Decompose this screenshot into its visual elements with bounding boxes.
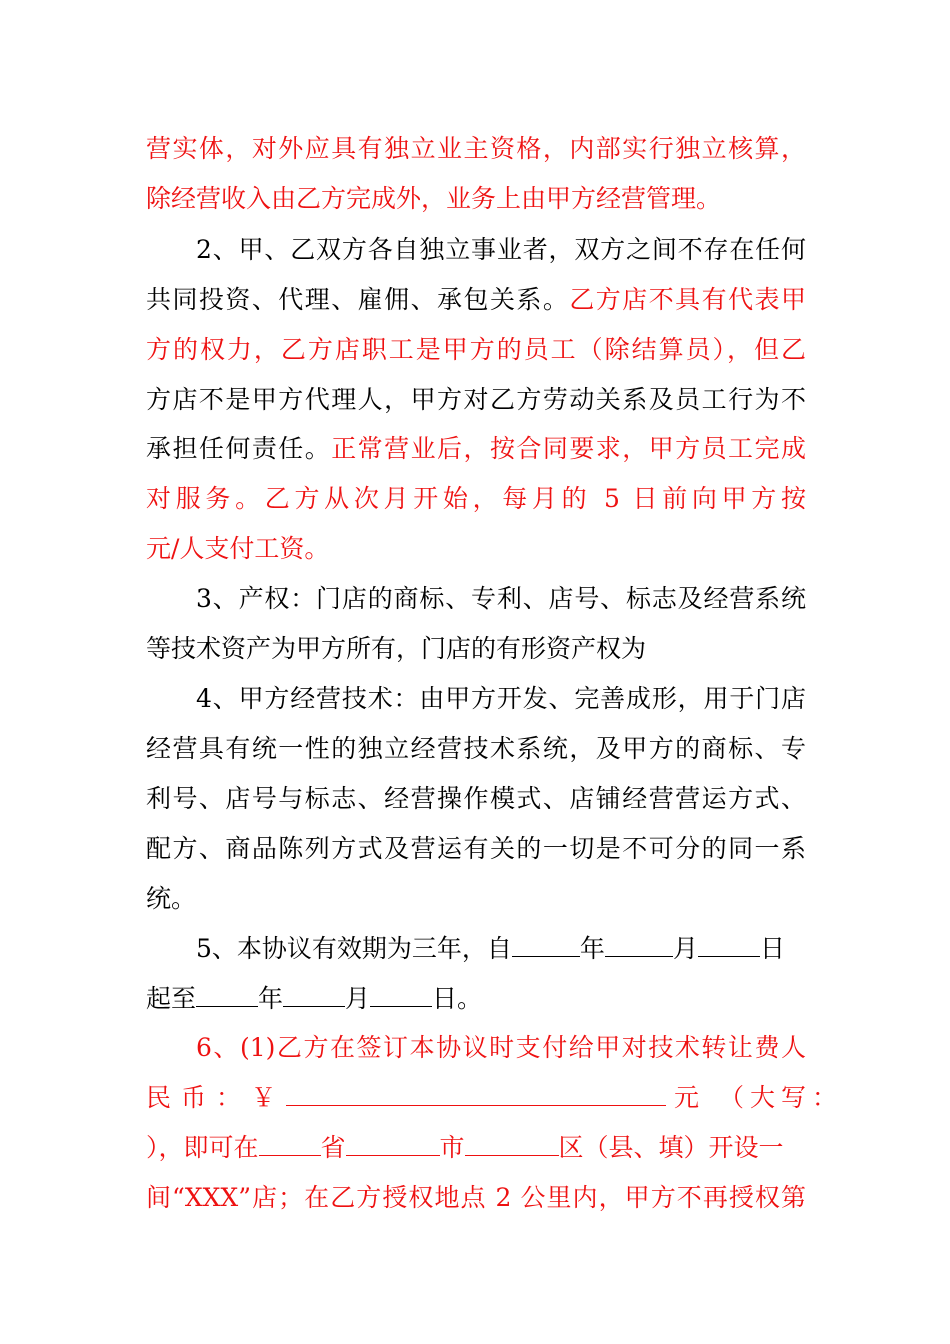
text-line: [146, 432, 806, 466]
text-segment: 3、产权：门店的商标、专利、店号、标志及经营系统: [196, 584, 806, 613]
text-segment: 民币：￥: [146, 1083, 287, 1112]
city-blank: [346, 1133, 440, 1156]
paragraph-5-line: [196, 932, 806, 966]
text-segment: 月: [672, 934, 698, 963]
text-line: [146, 383, 806, 417]
paragraph-4-line: [196, 682, 806, 716]
text-line: [146, 732, 806, 766]
fee-amount-blank: [286, 1083, 666, 1106]
start-year-blank: [512, 934, 580, 957]
text-segment: 对服务。乙方从次月开始，每月的 5 日前向甲方按: [146, 484, 806, 513]
start-day-blank: [698, 934, 760, 957]
text-line: [146, 1131, 806, 1165]
text-segment: 省: [320, 1133, 346, 1162]
text-segment: 市: [439, 1133, 465, 1162]
text-line: [146, 1081, 843, 1115]
text-segment: 日。: [432, 984, 483, 1013]
text-segment: 共同投资、代理、雇佣、承包关系。: [146, 285, 570, 314]
text-segment: 方的权力，乙方店职工是甲方的员工（除结算员），但乙: [146, 335, 806, 364]
end-day-blank: [370, 984, 432, 1007]
text-segment: ），即可在: [146, 1133, 259, 1162]
text-segment: 营实体，对外应具有独立业主资格，内部实行独立核算，: [146, 134, 806, 163]
start-month-blank: [605, 934, 673, 957]
text-segment: 承担任何责任。: [146, 434, 332, 463]
text-segment: 区（县、填）开设一: [558, 1133, 784, 1162]
text-line: [146, 832, 806, 866]
text-segment: 日: [759, 934, 785, 963]
text-segment: 间“XXX”店；在乙方授权地点 2 公里内，甲方不再授权第: [146, 1183, 806, 1212]
text-segment: 元/人支付工资。: [146, 534, 330, 563]
text-line: [146, 982, 806, 1016]
text-line: [146, 482, 806, 516]
text-line: [146, 882, 806, 916]
paragraph-2-line: [196, 233, 806, 267]
text-segment: 6、(1)乙方在签订本协议时支付给甲对技术转让费人: [196, 1033, 806, 1062]
text-segment: 2、甲、乙双方各自独立事业者，双方之间不存在任何: [196, 235, 806, 264]
text-segment: 年: [579, 934, 605, 963]
text-segment: 元 （大写：: [674, 1083, 843, 1112]
text-line: [146, 632, 806, 666]
end-year-blank: [196, 984, 258, 1007]
text-segment: 等技术资产为甲方所有，门店的有形资产权为: [146, 634, 647, 663]
text-line: [146, 1181, 806, 1215]
text-line: [146, 182, 806, 216]
text-segment: 方店不是甲方代理人，甲方对乙方劳动关系及员工行为不: [146, 385, 806, 414]
paragraph-6-line: [196, 1031, 806, 1065]
text-segment: 经营具有统一性的独立经营技术系统，及甲方的商标、专: [146, 734, 806, 763]
end-month-blank: [283, 984, 345, 1007]
text-segment-highlight: 乙方店不具有代表甲: [569, 285, 806, 314]
text-segment-highlight: 正常营业后，按合同要求，甲方员工完成: [331, 434, 806, 463]
paragraph-3-line: [196, 582, 806, 616]
text-segment: 起至: [146, 984, 197, 1013]
text-segment: 利号、店号与标志、经营操作模式、店铺经营营运方式、: [146, 784, 806, 813]
text-segment: 统。: [146, 884, 197, 913]
text-line: [146, 283, 806, 317]
text-segment: 月: [345, 984, 371, 1013]
text-segment: 配方、商品陈列方式及营运有关的一切是不可分的同一系: [146, 834, 806, 863]
text-segment: 4、甲方经营技术：由甲方开发、完善成形，用于门店: [196, 684, 806, 713]
text-line: [146, 132, 806, 166]
district-blank: [465, 1133, 559, 1156]
text-line: [146, 782, 806, 816]
text-line: [146, 532, 806, 566]
text-segment: 5、本协议有效期为三年，自: [196, 934, 512, 963]
text-line: [146, 333, 806, 367]
province-blank: [259, 1133, 321, 1156]
text-segment: 年: [258, 984, 284, 1013]
text-segment: 除经营收入由乙方完成外，业务上由甲方经营管理。: [146, 184, 722, 213]
